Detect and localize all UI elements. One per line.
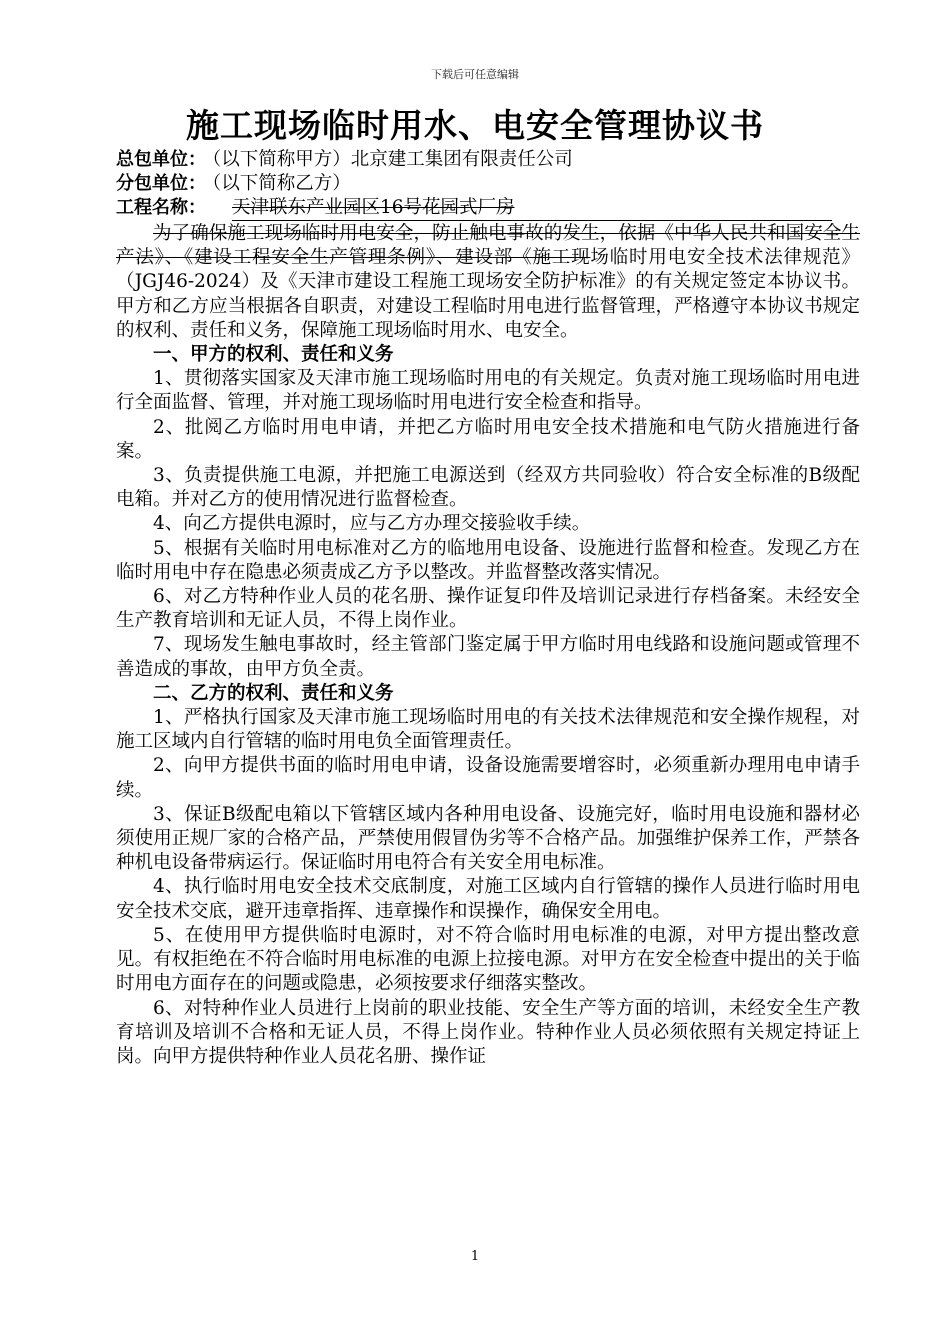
section2-item: 6、对特种作业人员进行上岗前的职业技能、安全生产等方面的培训，未经安全生产教育培训及培训不合格和无证人员，不得上岗作业。特种作业人员必须依照有关规定持证上岗。向甲方提供特种作业人员花名册、操作证 — [116, 997, 860, 1067]
section1-item: 2、批阅乙方临时用电申请，并把乙方临时用电安全技术措施和电气防火措施进行备案。 — [116, 416, 860, 462]
project-label: 工程名称： — [116, 197, 206, 218]
project-value: 天津联东产业园区16号花园式厂房 — [232, 196, 832, 221]
section1-item: 6、对乙方特种作业人员的花名册、操作证复印件及培训记录进行存档备案。未经安全生产教育培训和无证人员，不得上岗作业。 — [116, 586, 860, 632]
section2-item: 4、执行临时用电安全技术交底制度，对施工区域内自行管辖的操作人员进行临时用电安全技术交底，避开违章指挥、违章操作和误操作，确保安全用电。 — [116, 876, 860, 922]
section1-title: 一、甲方的权利、责任和义务 — [153, 344, 394, 366]
project-row — [116, 196, 856, 221]
section1-item: 1、贯彻落实国家及天津市施工现场临时用电的有关规定。负责对施工现场临时用电进行全面监督、管理，并对施工现场临时用电进行安全检查和指导。 — [116, 368, 860, 414]
section2-item: 1、严格执行国家及天津市施工现场临时用电的有关技术法律规范和安全操作规程，对施工区域内自行管辖的临时用电负全面管理责任。 — [116, 707, 860, 753]
contractor-row — [116, 148, 856, 172]
intro-struck-text: 为了确保施工现场临时用电安全，防止触电事故的发生，依据《中华人民共和国安全生产法》、《建设工程安全生产管理条例》、建设部《施工现 — [116, 223, 860, 269]
intro-text: 场临时用电安全技术法律规范》（JGJ46-2024）及《天津市建设工程施工现场安全防护标准》的有关规定签定本协议书。甲方和乙方应当根据各自职责，对建设工程临时用电进行监督管理，严格遵守本协议书规定的权利、责任和义务，保障施工现场临时用水、电安全。 — [116, 247, 860, 341]
section2-item: 5、在使用甲方提供临时电源时，对不符合临时用电标准的电源，对甲方提出整改意见。有权拒绝在不符合临时用电标准的电源上拉接电源。对甲方在安全检查中提出的关于临时用电方面存在的问题或隐患，必须按要求仔细落实整改。 — [116, 924, 860, 995]
section2-item: 3、保证B级配电箱以下管辖区域内各种用电设备、设施完好，临时用电设施和器材必须使用正规厂家的合格产品，严禁使用假冒伪劣等不合格产品。加强维护保养工作，严禁各种机电设备带病运行。保证临时用电符合有关安全用电标准。 — [116, 803, 860, 874]
contractor-label: 总包单位： — [116, 149, 206, 170]
document-body — [116, 222, 860, 1069]
document-title: 施工现场临时用水、电安全管理协议书 — [186, 106, 764, 145]
contractor-value: （以下简称甲方）北京建工集团有限责任公司 — [212, 149, 573, 170]
section2-title: 二、乙方的权利、责任和义务 — [153, 682, 394, 704]
subcontractor-row — [116, 172, 856, 196]
page-number: 1 — [470, 1249, 480, 1264]
header-note: 下载后可任意编辑 — [431, 68, 519, 81]
subcontractor-label: 分包单位： — [116, 173, 206, 194]
section1-item: 5、根据有关临时用电标准对乙方的临地用电设备、设施进行监督和检查。发现乙方在临时用电中存在隐患必须责成乙方予以整改。并监督整改落实情况。 — [116, 537, 860, 583]
subcontractor-value: （以下简称乙方） — [212, 173, 351, 194]
section1-item: 4、向乙方提供电源时，应与乙方办理交接验收手续。 — [153, 513, 591, 535]
section2-item: 2、向甲方提供书面的临时用电申请，设备设施需要增容时，必须重新办理用电申请手续。 — [116, 755, 860, 801]
section1-item: 3、负责提供施工电源，并把施工电源送到（经双方共同验收）符合安全标准的B级配电箱。并对乙方的使用情况进行监督检查。 — [116, 465, 860, 511]
section1-item: 7、现场发生触电事故时，经主管部门鉴定属于甲方临时用电线路和设施问题或管理不善造成的事故，由甲方负全责。 — [116, 634, 860, 680]
intro-paragraph — [116, 222, 860, 343]
